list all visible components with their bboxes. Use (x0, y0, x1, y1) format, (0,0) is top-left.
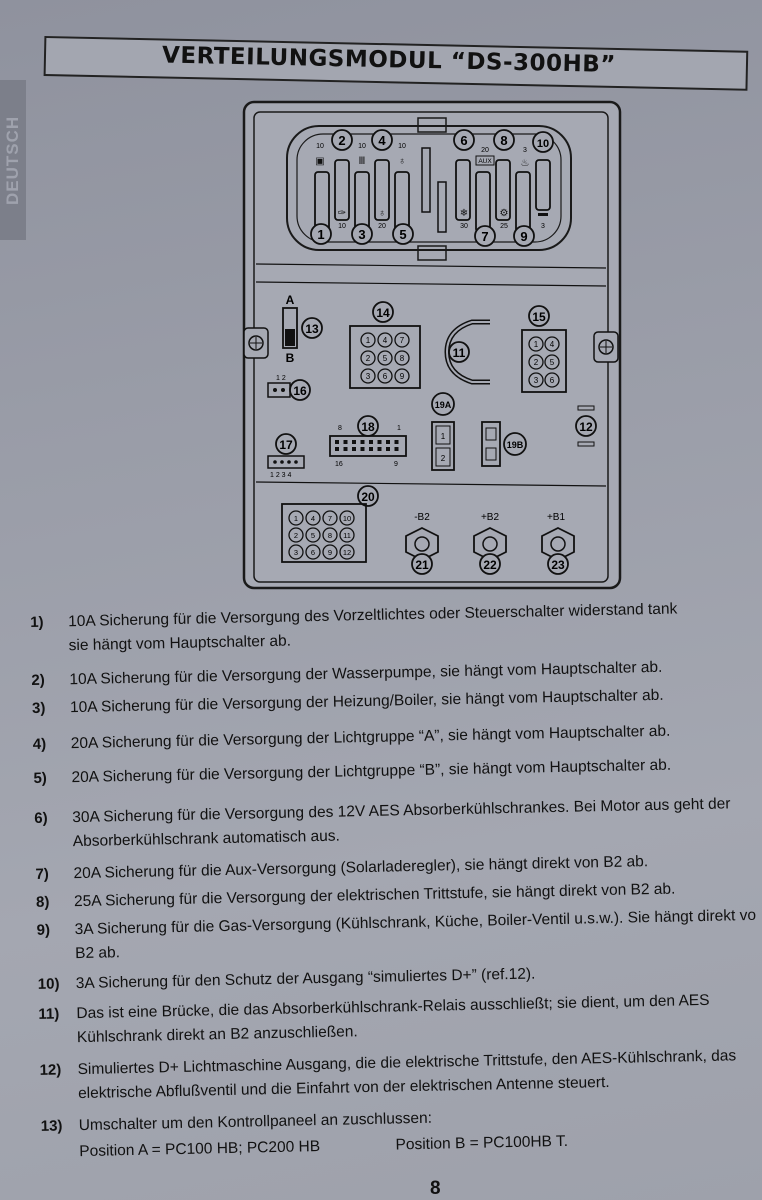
connector-19a-number: 19A (434, 400, 452, 410)
gas-icon: ♨ (520, 158, 530, 169)
pin-number: 7 (327, 514, 333, 523)
mount-left (244, 328, 268, 358)
pin-number: 8 (399, 354, 405, 363)
pin-number: 2 (293, 531, 299, 540)
note-text: 10A Sicherung für die Versorgung des Vorzeltlichtes oder Steuerschalter widerstand tank (68, 600, 678, 631)
note-number: 10) (37, 975, 60, 993)
fuse-1-rating-top: 10 (316, 143, 324, 150)
svg-text:2: 2 (440, 454, 446, 463)
pin-number: 4 (382, 336, 388, 345)
switch-13-number: 13 (305, 322, 319, 336)
heater-icon: ♁ (398, 156, 406, 167)
note-text-cont: elektrische Abflußventil und die Einfahrt von der elektrischen Antenne steuert. (77, 1073, 610, 1103)
bridge-11-number: 11 (452, 346, 466, 360)
mount-right (594, 332, 618, 362)
note-text-cont: sie hängt vom Hauptschalter ab. (68, 632, 292, 655)
pin-slot (369, 447, 373, 451)
note-5 (33, 753, 753, 787)
pin-number: 4 (549, 340, 555, 349)
position-b: Position B = PC100HB T. (395, 1132, 569, 1154)
note-4 (32, 719, 753, 753)
pin-slot (335, 440, 339, 444)
pin-slot (344, 447, 348, 451)
pin-number: 6 (549, 376, 555, 385)
page-number: 8 (430, 1178, 441, 1199)
pin-number: 4 (310, 514, 316, 523)
connector-17-pins-label: 1 2 3 4 (270, 472, 292, 479)
note-number: 7) (35, 865, 50, 883)
pin-slot (386, 440, 390, 444)
note-text: Simuliertes D+ Lichtmaschine Ausgang, die die elektrische Trittstufe, den AES-Kühlschrank, das (77, 1047, 737, 1079)
pin-slot (378, 447, 382, 451)
fuse-1-rating: 10 (338, 223, 346, 230)
pin-number: 1 (365, 336, 371, 345)
pin-number: 10 (342, 514, 352, 523)
connector-18-number: 18 (361, 420, 375, 434)
fuse-9-rating: 3 (541, 223, 545, 230)
note-number: 5) (33, 769, 48, 787)
connector-14-number: 14 (376, 306, 390, 320)
pin-slot (361, 447, 365, 451)
pin-number: 2 (533, 358, 539, 367)
note-text: 3A Sicherung für den Schutz der Ausgang “simuliertes D+” (ref.12). (75, 965, 536, 993)
note-text: 10A Sicherung für die Versorgung der Wasserpumpe, sie hängt vom Hauptschalter ab. (69, 658, 663, 689)
title-bar (44, 36, 749, 91)
output-12-number: 12 (579, 420, 593, 434)
page-title: VERTEILUNGSMODUL “DS-300HB” (161, 42, 617, 78)
terminal-22-number: 22 (483, 558, 497, 572)
connector-17-number: 17 (279, 438, 293, 452)
pin-number: 5 (310, 531, 316, 540)
note-text-cont: Kühlschrank direkt an B2 anzuschließen. (76, 1023, 358, 1047)
pin-slot (352, 447, 356, 451)
fuse-8-label: 8 (500, 133, 508, 148)
pin-slot (335, 447, 339, 451)
connector-19b-number: 19B (506, 440, 524, 450)
notes-list (30, 597, 760, 1161)
fuse-8-rating: 25 (500, 223, 508, 230)
pin-slot (395, 440, 399, 444)
lamp-a-icon: ✑ (337, 208, 347, 219)
fuse-5-label: 5 (399, 227, 407, 242)
svg-text:1: 1 (440, 432, 446, 441)
note-text: 3A Sicherung für die Gas-Versorgung (Kühlschrank, Küche, Boiler-Ventil u.s.w.). Sie hängt direkt vo (74, 906, 757, 939)
note-number: 4) (32, 735, 47, 753)
note-number: 11) (38, 1005, 60, 1023)
note-6 (34, 793, 754, 851)
note-text: 30A Sicherung für die Versorgung des 12V AES Absorberkühlschrankes. Bei Motor aus geht der (72, 795, 731, 827)
module-diagram (242, 100, 622, 592)
pin-number: 12 (342, 548, 352, 557)
connector-20-number: 20 (361, 490, 375, 504)
pump-icon: Ⅲ (358, 156, 366, 167)
note-number: 1) (30, 613, 44, 631)
aux-label: AUX (478, 158, 492, 165)
connector-16-number: 16 (293, 384, 307, 398)
connector-18-bl: 16 (335, 461, 343, 468)
connector-14-pins (361, 333, 409, 383)
terminal-b2-neg-label: -B2 (414, 512, 430, 523)
note-text-cont: B2 ab. (74, 944, 121, 963)
note-text: 25A Sicherung für die Versorgung der elektrischen Trittstufe, sie hängt direkt von B2 ab. (73, 880, 676, 911)
switch-b-label: B (285, 351, 295, 365)
fridge-icon: ❄ (459, 208, 469, 219)
connector-15-number: 15 (532, 310, 546, 324)
terminal-21-number: 21 (415, 558, 429, 572)
note-number: 12) (39, 1061, 62, 1079)
note-text-cont: Absorberkühlschrank automatisch aus. (72, 827, 341, 851)
pin-number: 6 (310, 548, 316, 557)
note-2 (31, 655, 751, 689)
fuse-9-label: 9 (520, 229, 528, 244)
fuse-7-label: 7 (481, 229, 489, 244)
pin-number: 8 (327, 531, 333, 540)
lamp-b-icon: ♁ (378, 208, 386, 219)
note-number: 9) (36, 921, 51, 939)
fuse-2-rating: 10 (358, 143, 366, 150)
fuse-5-rating: 20 (378, 223, 386, 230)
step-icon: ⚙ (499, 208, 509, 219)
fuse-6-label: 6 (460, 133, 468, 148)
pin-number: 5 (382, 354, 388, 363)
pin-number: 3 (533, 376, 539, 385)
connector-16-pins-label: 1 2 (276, 375, 286, 382)
pin-slot (395, 447, 399, 451)
pin-number: 1 (533, 340, 539, 349)
position-a: Position A = PC100 HB; PC200 HB (79, 1138, 321, 1161)
fuse-4-label: 4 (378, 133, 386, 148)
awning-light-icon: ▣ (315, 156, 325, 167)
connector-18-tl: 8 (338, 425, 342, 432)
note-text: Umschalter um den Kontrollpaneel an zuschlussen: (78, 1109, 433, 1135)
fuse-10-rating: 3 (523, 147, 527, 154)
note-number: 13) (40, 1117, 63, 1135)
connector-18-tr: 1 (397, 425, 401, 432)
pin-number: 9 (399, 372, 405, 381)
switch-a-label: A (285, 293, 295, 307)
fuse-6-rating: 20 (481, 147, 489, 154)
fuse-4-rating: 10 (398, 143, 406, 150)
pin-number: 3 (293, 548, 299, 557)
pin-number: 11 (343, 531, 351, 540)
pin-number: 7 (399, 336, 405, 345)
pin-slot (361, 440, 365, 444)
note-number: 8) (35, 893, 50, 911)
note-text: 20A Sicherung für die Versorgung der Lichtgruppe “A”, sie hängt vom Hauptschalter ab. (70, 722, 671, 753)
note-text: 10A Sicherung für die Versorgung der Heizung/Boiler, sie hängt vom Hauptschalter ab. (69, 686, 664, 717)
switch-13-lever (285, 329, 295, 346)
fuse-10-label: 10 (536, 138, 550, 150)
pin-slot (386, 447, 390, 451)
pin-number: 2 (365, 354, 371, 363)
note-number: 2) (31, 671, 45, 689)
fuse-2-label: 2 (338, 133, 346, 148)
terminal-23-number: 23 (551, 558, 565, 572)
dplus-icon: ▬ (538, 208, 548, 219)
pin-number: 9 (327, 548, 333, 557)
pin-slot (378, 440, 382, 444)
pin-slot (369, 440, 373, 444)
pin-number: 5 (549, 358, 555, 367)
fuse-1-label: 1 (317, 227, 325, 242)
language-side-tab: DEUTSCH (0, 80, 26, 240)
fuse-7-rating: 30 (460, 223, 468, 230)
note-text: Das ist eine Brücke, die das Absorberkühlschrank-Relais ausschließt; sie dient, um den AES (76, 991, 710, 1023)
pin-slot (352, 440, 356, 444)
note-text: 20A Sicherung für die Versorgung der Lichtgruppe “B”, sie hängt vom Hauptschalter ab. (71, 756, 672, 787)
note-number: 6) (34, 809, 48, 827)
pin-slot (344, 440, 348, 444)
note-text: 20A Sicherung für die Aux-Versorgung (Solarladeregler), sie hängt direkt von B2 ab. (73, 853, 649, 883)
fuse-3-label: 3 (358, 227, 366, 242)
pin-number: 6 (382, 372, 388, 381)
note-1 (30, 597, 750, 655)
terminal-b1-pos-label: +B1 (546, 512, 566, 523)
terminal-b2-pos-label: +B2 (480, 512, 500, 523)
connector-18-br: 9 (394, 461, 398, 468)
pin-number: 1 (293, 514, 299, 523)
pin-number: 3 (365, 372, 371, 381)
note-number: 3) (31, 699, 46, 717)
